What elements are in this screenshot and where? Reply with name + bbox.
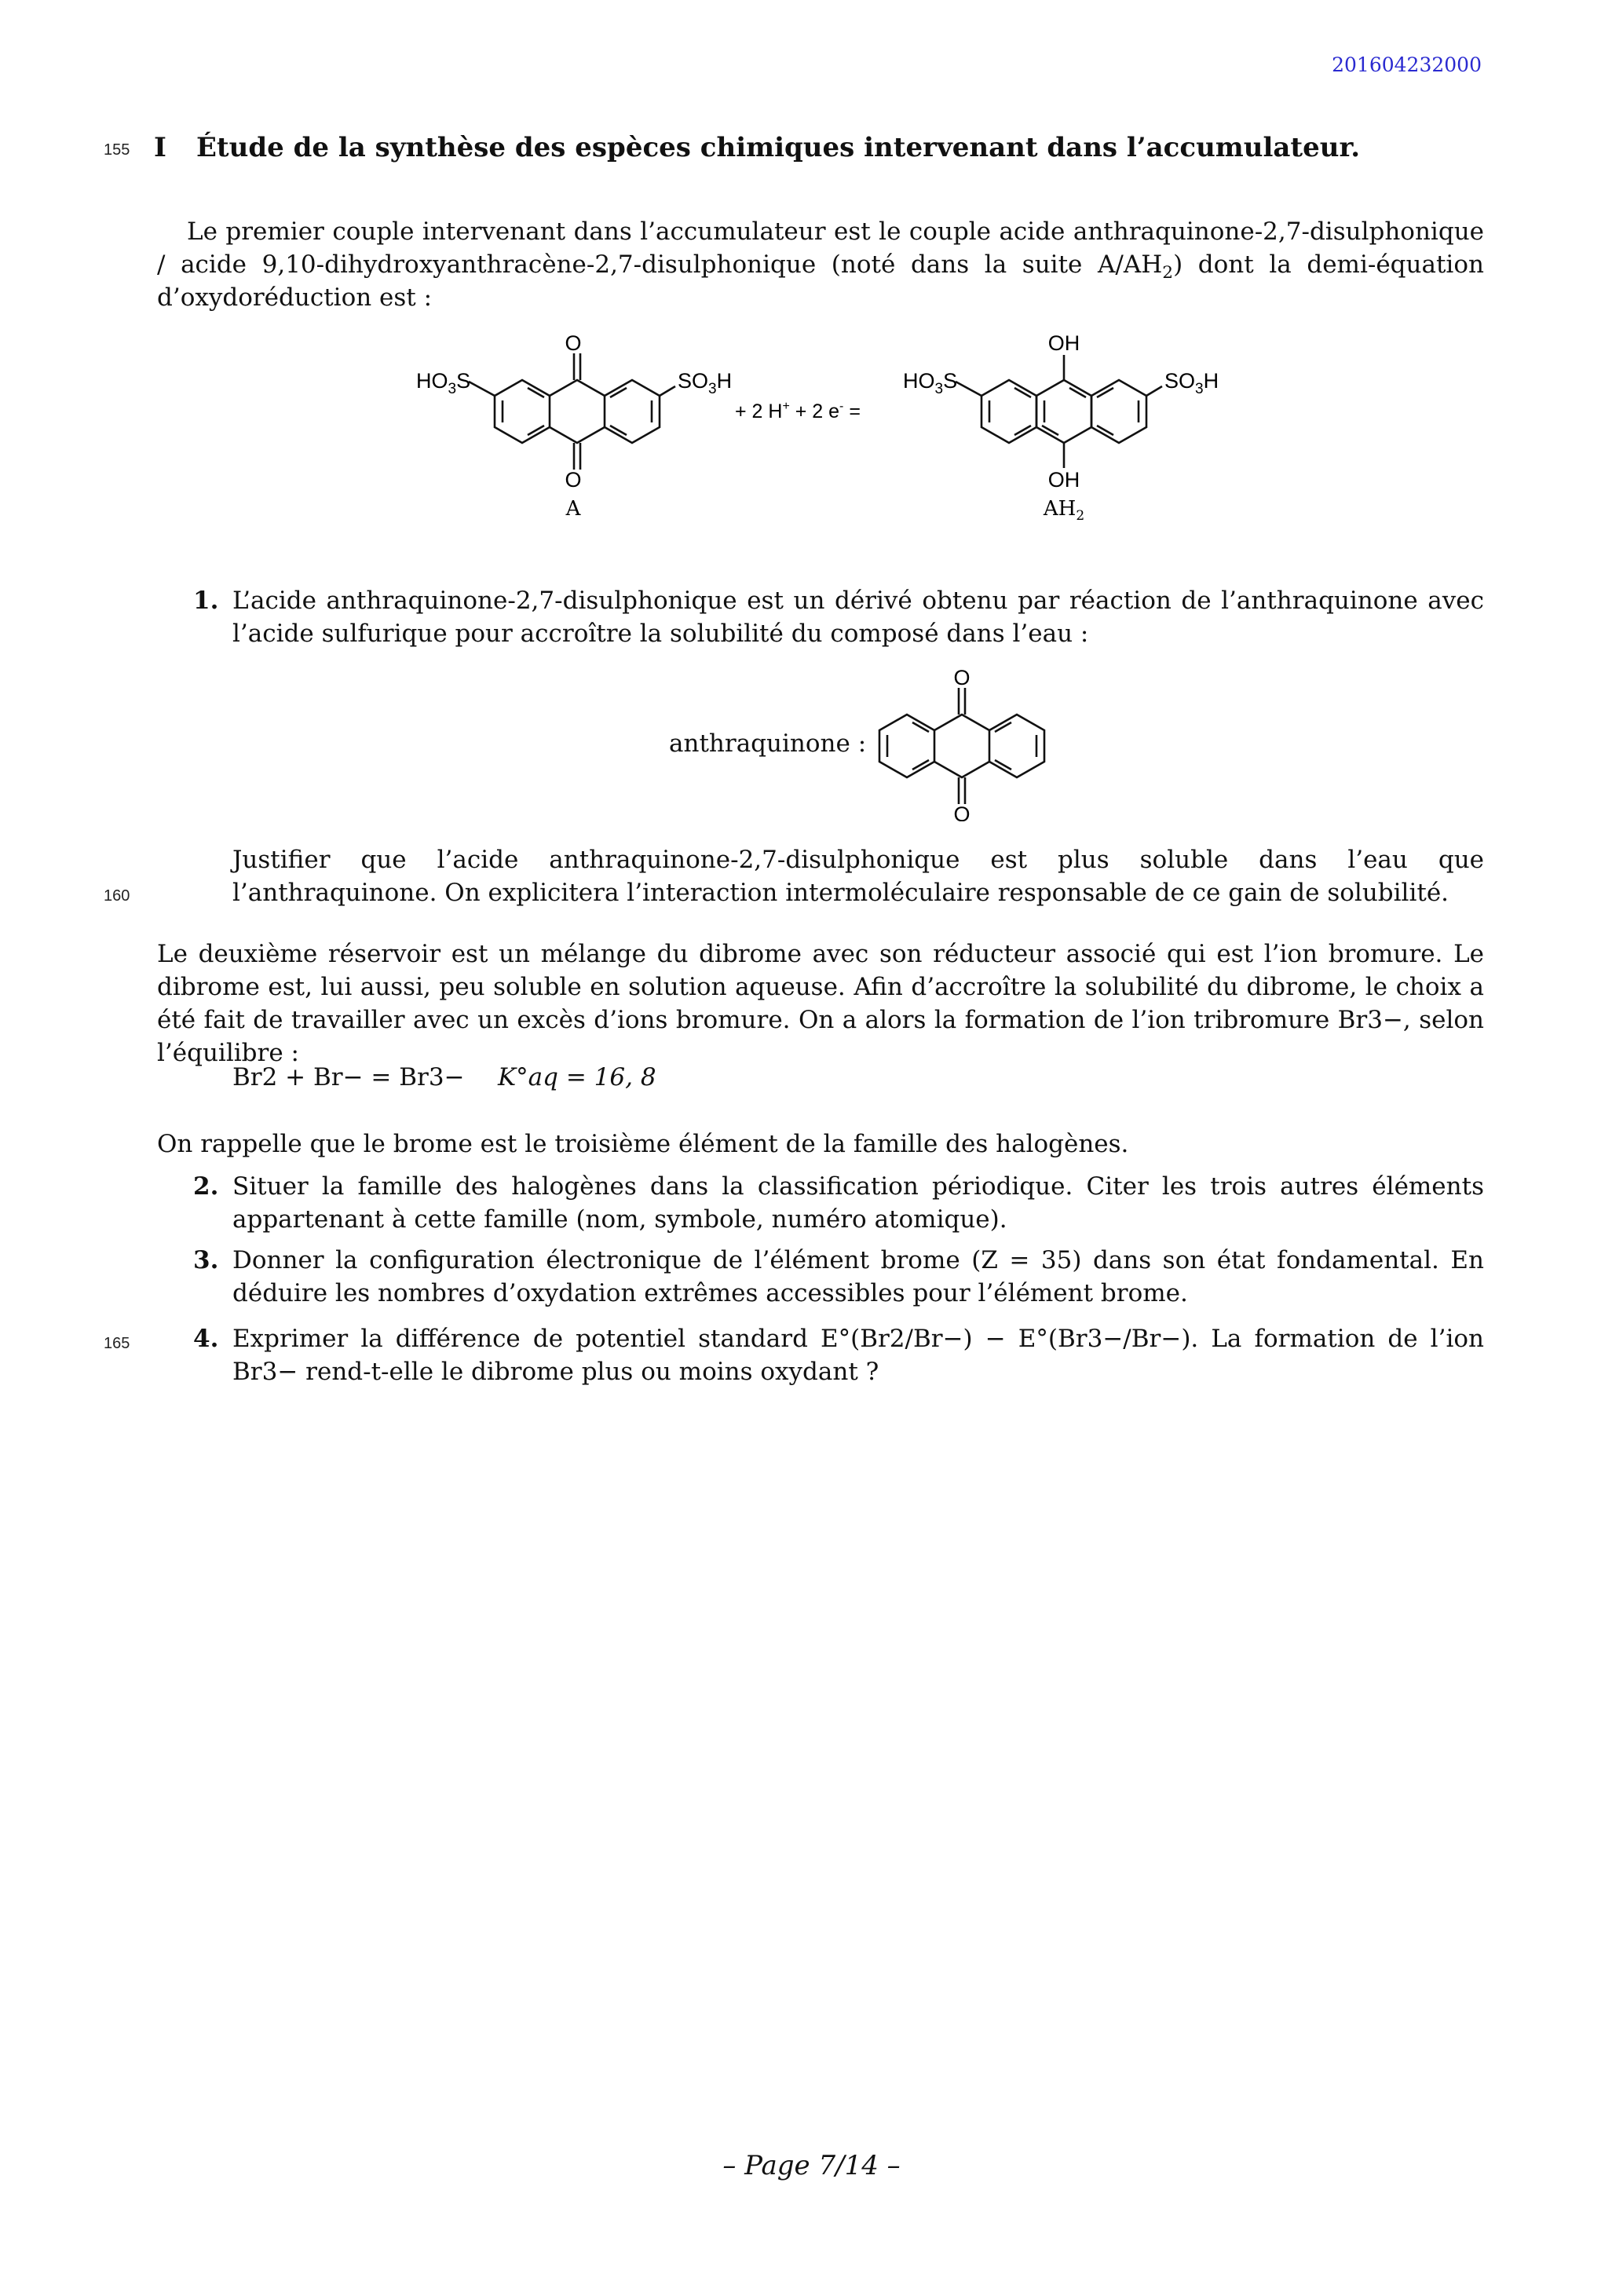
AH2-bottom-hydroxyl: OH xyxy=(1047,468,1080,492)
line-number-160: 160 xyxy=(104,887,130,905)
A-top-oxygen: O xyxy=(565,331,582,355)
q3-number: 3. xyxy=(193,1246,219,1274)
question-1 xyxy=(193,584,1484,650)
intro-text-1: Le premier couple intervenant dans l’accumulateur est le couple acide anthraquinone-2,7-disulphonique / acide 9,10-dihydroxyanthracène-2,7-disulphonique (noté dans la suite A/AH xyxy=(157,218,1484,279)
question-4 xyxy=(193,1322,1484,1388)
q1-number: 1. xyxy=(193,587,219,615)
question-2 xyxy=(193,1170,1484,1236)
recall-sentence: On rappelle que le brome est le troisième élément de la famille des halogènes. xyxy=(157,1130,1129,1158)
page-footer: – Page 7/14 – xyxy=(722,2150,901,2181)
section-number: I xyxy=(154,132,166,163)
paragraph-dibrome: Le deuxième réservoir est un mélange du dibrome avec son réducteur associé qui est l’ion bromure. Le dibrome est, lui aussi, peu soluble en solution aqueuse. Afin d’accroître la solubilité du dibrome, le choix a été fait de travailler avec un excès d’ions bromure. On a alors la formation de l’ion tribromure Br3−, selon l’équilibre : xyxy=(157,940,1484,1067)
A-left-group: $HO_3S$ xyxy=(416,369,471,397)
AH2-right-group: $SO_3H$ xyxy=(1164,369,1219,397)
q1-text: L’acide anthraquinone-2,7-disulphonique est un dérivé obtenu par réaction de l’anthraquinone avec l’acide sulfurique pour accroître la solubilité du composé dans l’eau : xyxy=(232,587,1484,648)
AH2-top-hydroxyl: OH xyxy=(1047,331,1080,355)
section-title: Étude de la synthèse des espèces chimiques intervenant dans l’accumulateur. xyxy=(196,132,1361,163)
reaction-middle-text: + 2 H+ + 2 e- = xyxy=(735,400,861,422)
A-right-group: $SO_3H$ xyxy=(678,369,733,397)
equilibrium-equation: Br2 + Br− = Br3− xyxy=(232,1063,465,1091)
molecule-A-skeleton xyxy=(469,353,675,470)
intro-text-2: ) dont la demi-équation d’oxydoréduction est : xyxy=(157,250,1484,312)
q2-number: 2. xyxy=(193,1172,219,1201)
anthraquinone-structure xyxy=(864,664,1060,821)
label-A: A xyxy=(565,497,581,521)
q4-text: Exprimer la différence de potentiel standard E°(Br2/Br−) − E°(Br3−/Br−). La formation de l’ion Br3− rend-t-elle le dibrome plus ou moins oxydant ? xyxy=(232,1325,1484,1386)
section-heading xyxy=(154,132,1360,163)
q3-text: Donner la configuration électronique de l’élément brome (Z = 35) dans son état fondamental. En déduire les nombres d’oxydation extrêmes accessibles pour l’élément brome. xyxy=(232,1246,1484,1307)
AH2-left-group: $HO_3S$ xyxy=(903,369,958,397)
molecule-AH2-skeleton xyxy=(956,355,1162,468)
line-number-165: 165 xyxy=(104,1335,130,1352)
anthraquinone-bottom-oxygen: O xyxy=(953,803,971,821)
redox-reaction-scheme xyxy=(393,330,1256,534)
anthraquinone-top-oxygen: O xyxy=(953,666,971,689)
q1-justify: Justifier que l’acide anthraquinone-2,7-disulphonique est plus soluble dans l’eau que l’anthraquinone. On explicitera l’interaction intermoléculaire responsable de ce gain de solubilité. xyxy=(232,846,1484,907)
intro-paragraph xyxy=(157,215,1484,314)
A-bottom-oxygen: O xyxy=(565,468,582,492)
q4-number: 4. xyxy=(193,1325,219,1353)
line-number-155: 155 xyxy=(104,141,130,159)
anthraquinone-label: anthraquinone : xyxy=(669,729,867,758)
label-AH2: $AH_2$ xyxy=(1043,497,1085,524)
q2-text: Situer la famille des halogènes dans la classification périodique. Citer les trois autres éléments appartenant à cette famille (nom, symbole, numéro atomique). xyxy=(232,1172,1484,1234)
intro-sub: 2 xyxy=(1162,263,1174,283)
question-3 xyxy=(193,1244,1484,1310)
exam-code: 201604232000 xyxy=(1332,53,1482,76)
equilibrium-constant: K°aq = 16, 8 xyxy=(498,1063,656,1091)
